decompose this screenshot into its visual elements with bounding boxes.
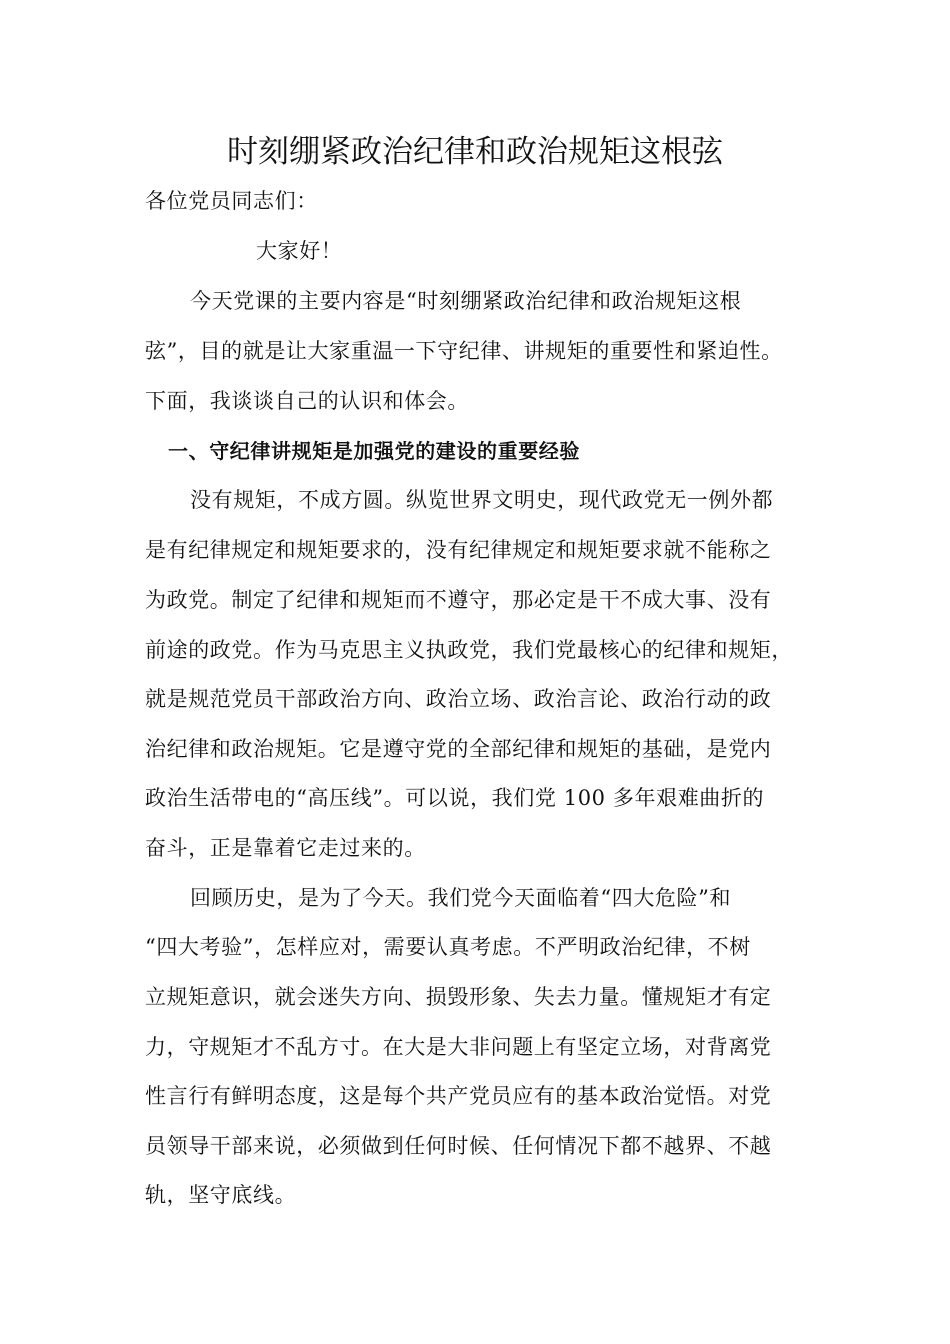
paragraph1-line: 是有纪律规定和规矩要求的，没有纪律规定和规矩要求就不能称之 [145, 538, 772, 562]
intro-line: 弦”，目的就是让大家重温一下守纪律、讲规矩的重要性和紧迫性。 [145, 339, 783, 363]
document-title: 时刻绷紧政治纪律和政治规矩这根弦 [227, 134, 723, 170]
paragraph2-line: 员领导干部来说，必须做到任何时候、任何情况下都不越界、不越 [145, 1134, 772, 1158]
paragraph2-line: 立规矩意识，就会迷失方向、损毁形象、失去力量。懂规矩才有定 [145, 985, 772, 1009]
paragraph2-line: 力，守规矩才不乱方寸。在大是大非问题上有坚定立场，对背离党 [145, 1035, 772, 1059]
paragraph2-line: 回顾历史，是为了今天。我们党今天面临着“四大危险”和 [190, 886, 732, 910]
paragraph1-line: 治纪律和政治规矩。它是遵守党的全部纪律和规矩的基础，是党内 [145, 737, 772, 761]
intro-line: 今天党课的主要内容是“时刻绷紧政治纪律和政治规矩这根 [190, 289, 742, 313]
paragraph2-line: “四大考验”，怎样应对，需要认真考虑。不严明政治纪律，不树 [145, 935, 751, 959]
greeting: 大家好！ [256, 239, 343, 263]
paragraph2-line: 性言行有鲜明态度，这是每个共产党员应有的基本政治觉悟。对党 [145, 1084, 772, 1108]
paragraph1-line: 前途的政党。作为马克思主义执政党，我们党最核心的纪律和规矩， [145, 638, 793, 662]
paragraph1-line: 奋斗，正是靠着它走过来的。 [145, 836, 426, 860]
section-heading: 一、守纪律讲规矩是加强党的建设的重要经验 [168, 439, 580, 463]
intro-line: 下面，我谈谈自己的认识和体会。 [145, 389, 469, 413]
paragraph2-line: 轨，坚守底线。 [145, 1183, 297, 1207]
salutation: 各位党员同志们： [145, 189, 318, 213]
paragraph1-line: 政治生活带电的“高压线”。可以说，我们党 100 多年艰难曲折的 [145, 786, 765, 810]
paragraph1-line: 就是规范党员干部政治方向、政治立场、政治言论、政治行动的政 [145, 687, 772, 711]
paragraph1-line: 没有规矩，不成方圆。纵览世界文明史，现代政党无一例外都 [190, 488, 774, 512]
paragraph1-line: 为政党。制定了纪律和规矩而不遵守，那必定是干不成大事、没有 [145, 588, 772, 612]
